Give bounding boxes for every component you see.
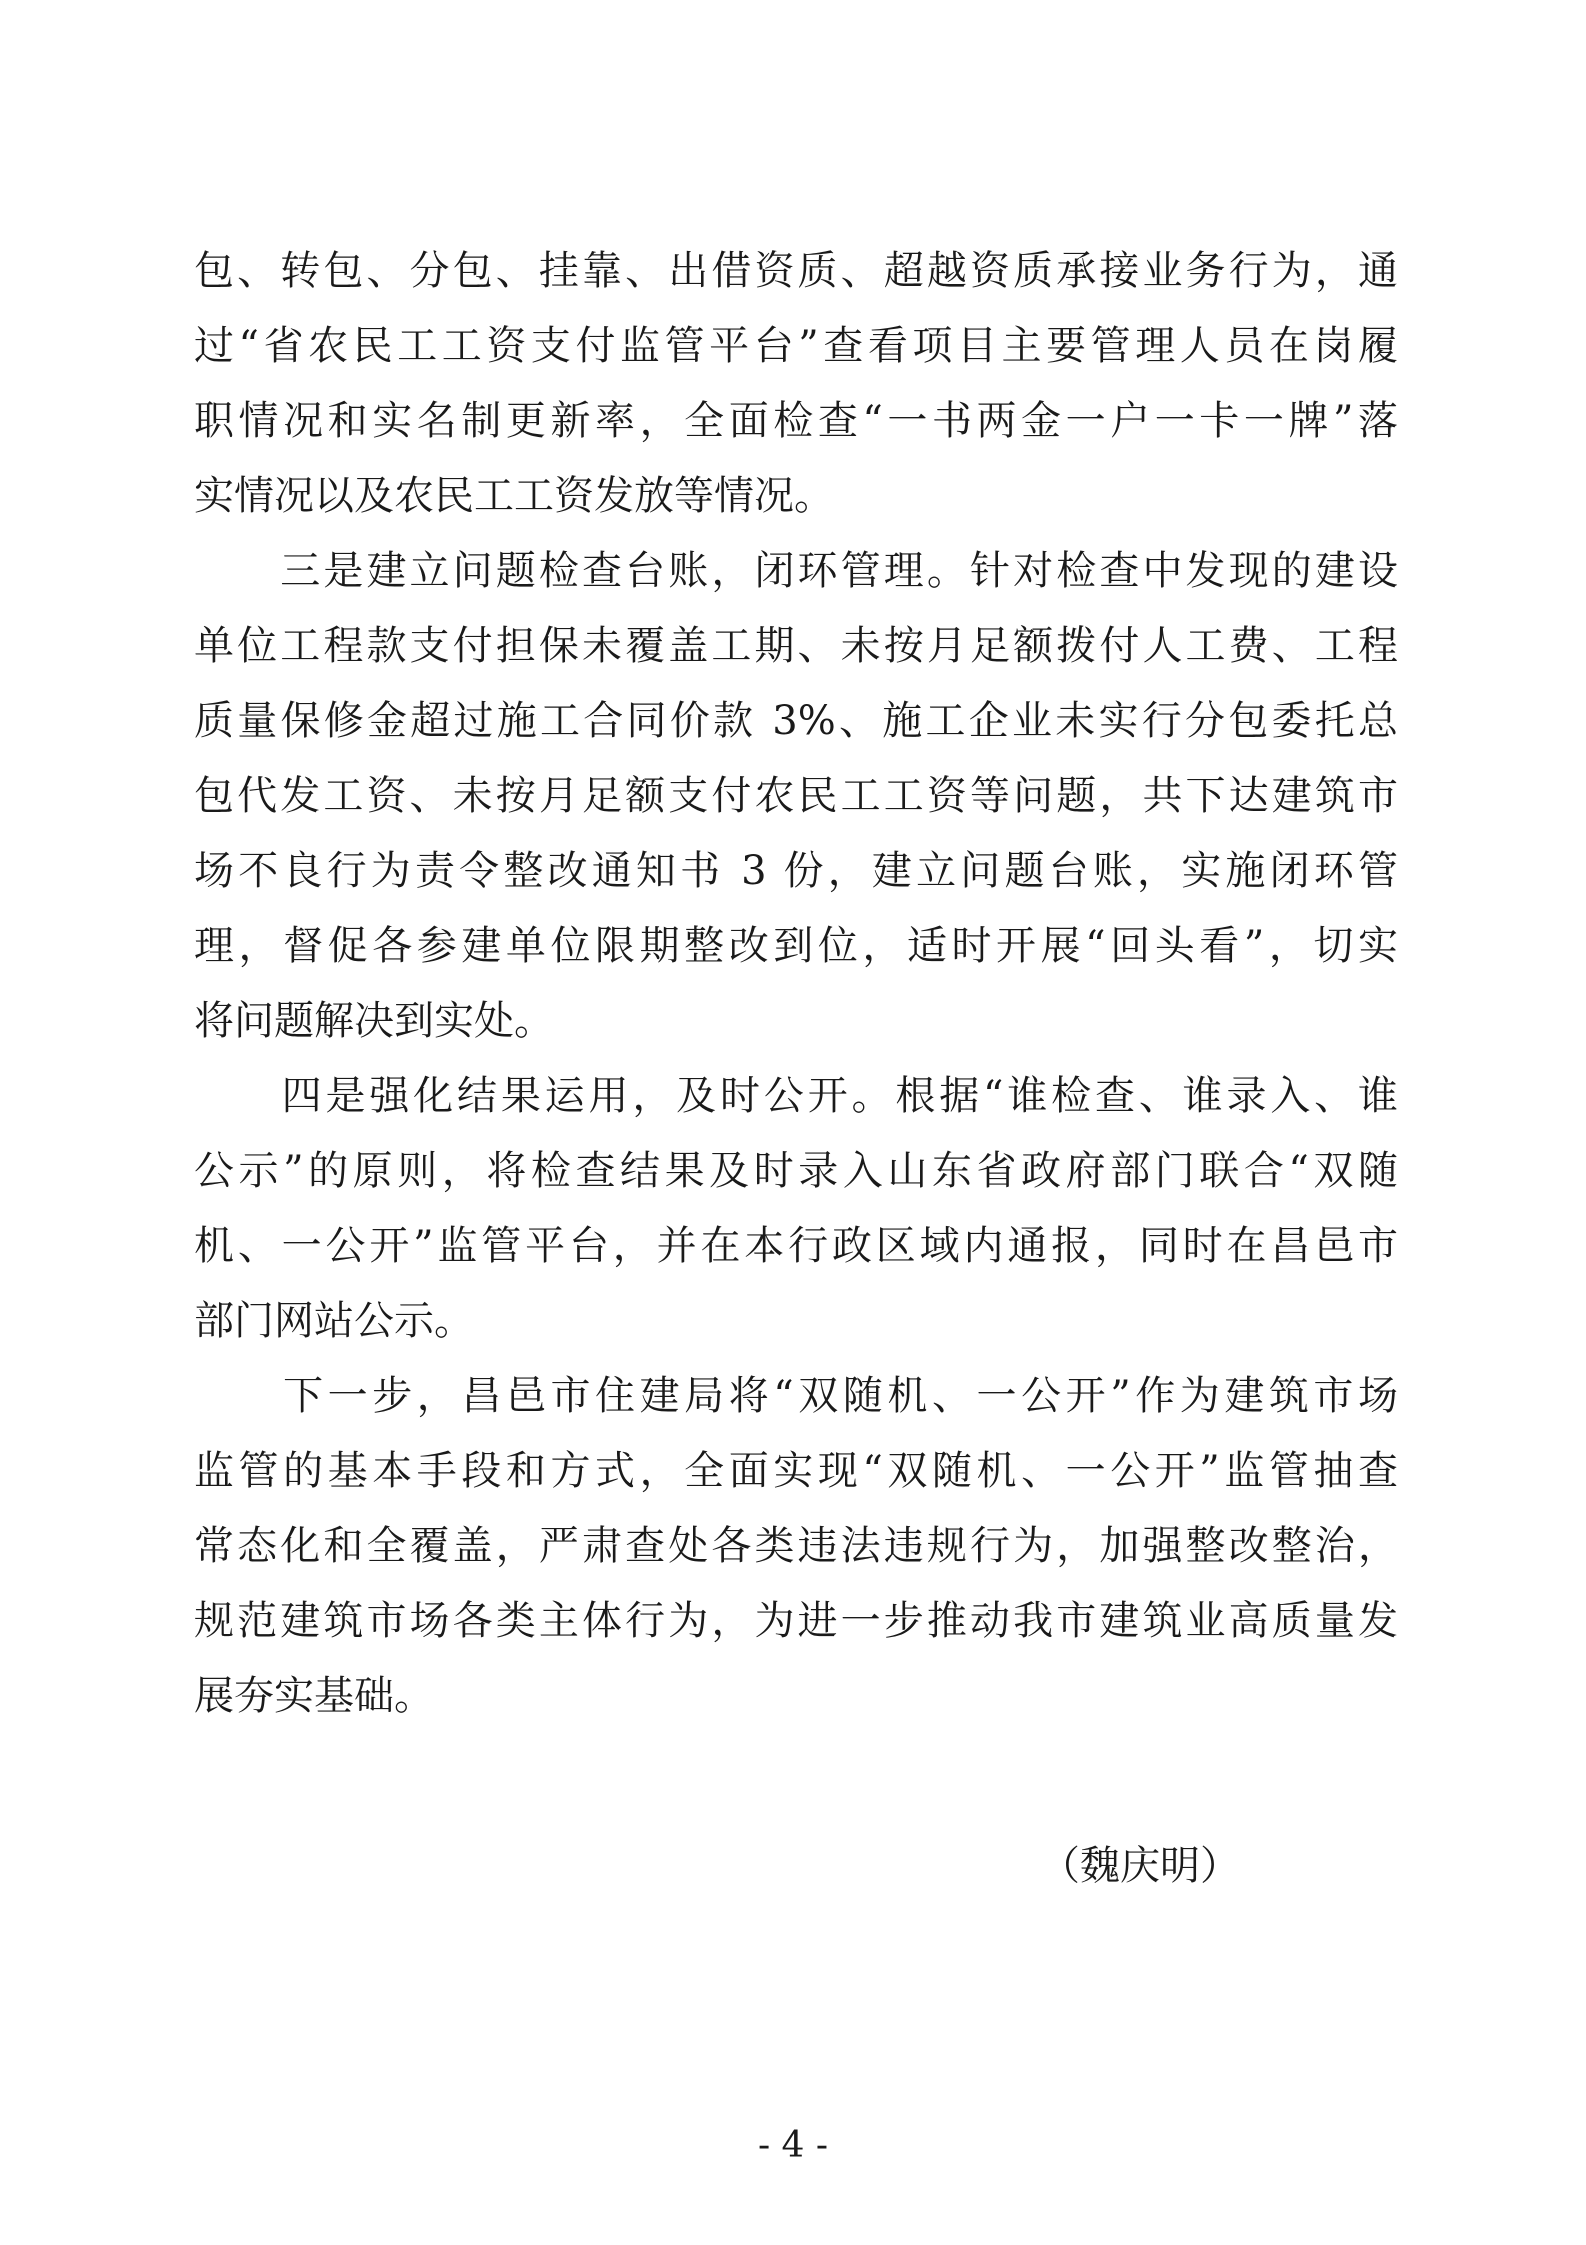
body-line-11: 将问题解决到实处。	[194, 998, 554, 1044]
body-line-13: 公示”的原则，将检查结果及时录入山东省政府部门联合“双随	[194, 1148, 1398, 1194]
body-line-17: 监管的基本手段和方式，全面实现“双随机、一公开”监管抽查	[194, 1448, 1398, 1494]
body-line-12: 四是强化结果运用，及时公开。根据“谁检查、谁录入、谁	[194, 1073, 1398, 1119]
body-line-4: 实情况以及农民工工资发放等情况。	[194, 473, 834, 519]
page-number: - 4 -	[757, 2125, 829, 2166]
body-line-3: 职情况和实名制更新率，全面检查“一书两金一户一卡一牌”落	[194, 398, 1398, 444]
body-line-16: 下一步，昌邑市住建局将“双随机、一公开”作为建筑市场	[194, 1373, 1398, 1419]
body-line-2: 过“省农民工工资支付监管平台”查看项目主要管理人员在岗履	[194, 323, 1398, 369]
body-line-14: 机、一公开”监管平台，并在本行政区域内通报，同时在昌邑市	[194, 1223, 1398, 1269]
body-line-1: 包、转包、分包、挂靠、出借资质、超越资质承接业务行为，通	[194, 248, 1398, 294]
body-line-15: 部门网站公示。	[194, 1298, 474, 1344]
body-line-7: 质量保修金超过施工合同价款 3%、施工企业未实行分包委托总	[194, 698, 1398, 744]
body-line-10: 理，督促各参建单位限期整改到位，适时开展“回头看”，切实	[194, 923, 1398, 969]
body-line-8: 包代发工资、未按月足额支付农民工工资等问题，共下达建筑市	[194, 773, 1398, 819]
body-line-20: 展夯实基础。	[194, 1673, 434, 1719]
body-line-9: 场不良行为责令整改通知书 3 份，建立问题台账，实施闭环管	[194, 848, 1398, 894]
body-line-19: 规范建筑市场各类主体行为，为进一步推动我市建筑业高质量发	[194, 1598, 1398, 1644]
body-line-6: 单位工程款支付担保未覆盖工期、未按月足额拨付人工费、工程	[194, 623, 1398, 669]
body-line-18: 常态化和全覆盖，严肃查处各类违法违规行为，加强整改整治，	[194, 1523, 1398, 1569]
author-signature: （魏庆明）	[1040, 1843, 1240, 1889]
body-line-5: 三是建立问题检查台账，闭环管理。针对检查中发现的建设	[194, 548, 1398, 594]
